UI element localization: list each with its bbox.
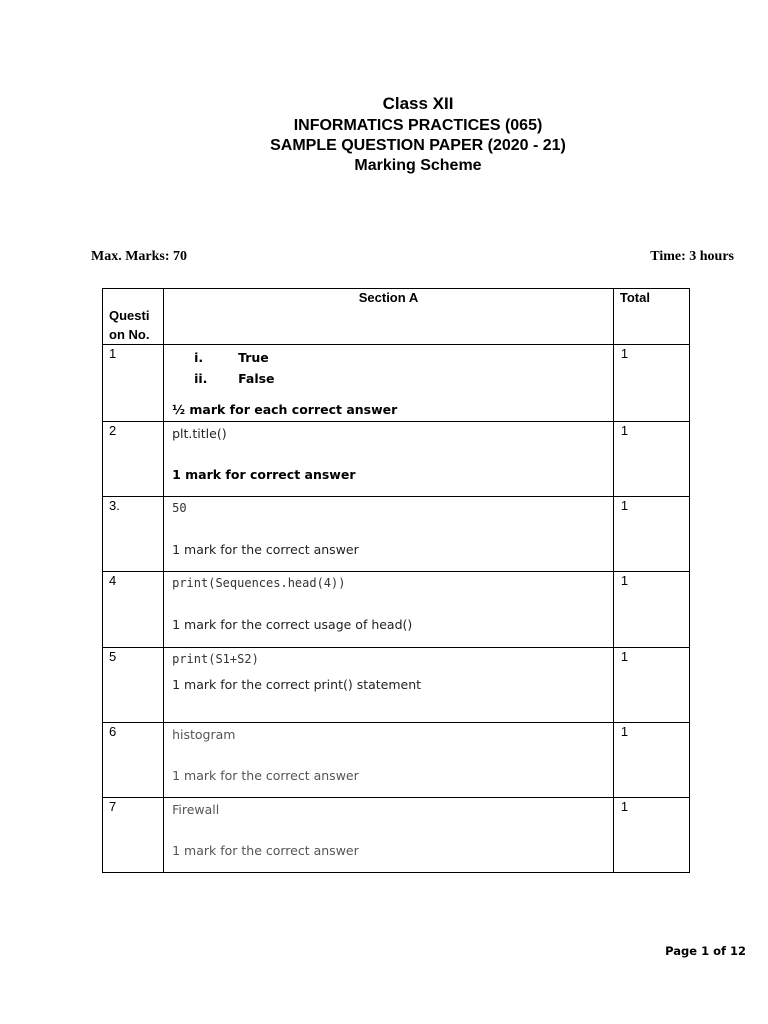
table-row xyxy=(103,798,690,873)
page-number: Page 1 of 12 xyxy=(665,944,746,958)
class-title: Class XII xyxy=(382,94,454,113)
header-total: Total xyxy=(613,289,689,345)
time-allowed: Time: 3 hours xyxy=(650,249,734,264)
question-number: 7 xyxy=(103,798,164,873)
table-row xyxy=(103,422,690,497)
answer-cell xyxy=(164,572,614,648)
question-number: 5 xyxy=(103,648,164,723)
header-question-no: Questi on No. xyxy=(103,289,164,345)
sub-answer: ii. False xyxy=(194,371,275,386)
table-row xyxy=(103,345,690,422)
answer-cell xyxy=(164,422,614,497)
subject-title: INFORMATICS PRACTICES (065) xyxy=(293,117,543,134)
marking-note: 1 mark for the correct print() statement xyxy=(172,677,422,692)
marking-note: ½ mark for each correct answer xyxy=(172,402,398,417)
total-marks: 1 xyxy=(613,345,689,422)
total-marks: 1 xyxy=(613,798,689,873)
marking-note: 1 mark for the correct answer xyxy=(172,843,359,858)
answer-cell xyxy=(164,497,614,572)
sub-answer: i. True xyxy=(194,350,269,365)
marking-note: 1 mark for correct answer xyxy=(172,467,356,482)
header-section: Section A xyxy=(164,289,614,345)
answer-text: print(S1+S2) xyxy=(172,652,259,666)
table-row xyxy=(103,648,690,723)
max-marks: Max. Marks: 70 xyxy=(91,249,188,264)
question-number: 2 xyxy=(103,422,164,497)
total-marks: 1 xyxy=(613,497,689,572)
answer-cell xyxy=(164,723,614,798)
marking-note: 1 mark for the correct answer xyxy=(172,542,359,557)
question-number: 6 xyxy=(103,723,164,798)
total-marks: 1 xyxy=(613,648,689,723)
table-row xyxy=(103,497,690,572)
answer-text: histogram xyxy=(172,727,236,742)
answer-text: print(Sequences.head(4)) xyxy=(172,576,346,590)
question-number: 1 xyxy=(103,345,164,422)
table-row xyxy=(103,723,690,798)
question-number: 3. xyxy=(103,497,164,572)
answer-cell xyxy=(164,648,614,723)
title-block xyxy=(200,92,636,176)
answer-text: Firewall xyxy=(172,802,220,817)
marking-note: 1 mark for the correct answer xyxy=(172,768,359,783)
answer-text: 50 xyxy=(172,501,187,515)
scheme-title: Marking Scheme xyxy=(354,157,482,174)
paper-title: SAMPLE QUESTION PAPER (2020 - 21) xyxy=(270,137,566,154)
question-number: 4 xyxy=(103,572,164,648)
table-header-row xyxy=(103,289,690,345)
marking-table xyxy=(102,288,690,873)
marking-note: 1 mark for the correct usage of head() xyxy=(172,617,413,632)
answer-cell xyxy=(164,798,614,873)
total-marks: 1 xyxy=(613,422,689,497)
table-row xyxy=(103,572,690,648)
total-marks: 1 xyxy=(613,723,689,798)
answer-text: plt.title() xyxy=(172,426,227,441)
total-marks: 1 xyxy=(613,572,689,648)
answer-cell xyxy=(164,345,614,422)
